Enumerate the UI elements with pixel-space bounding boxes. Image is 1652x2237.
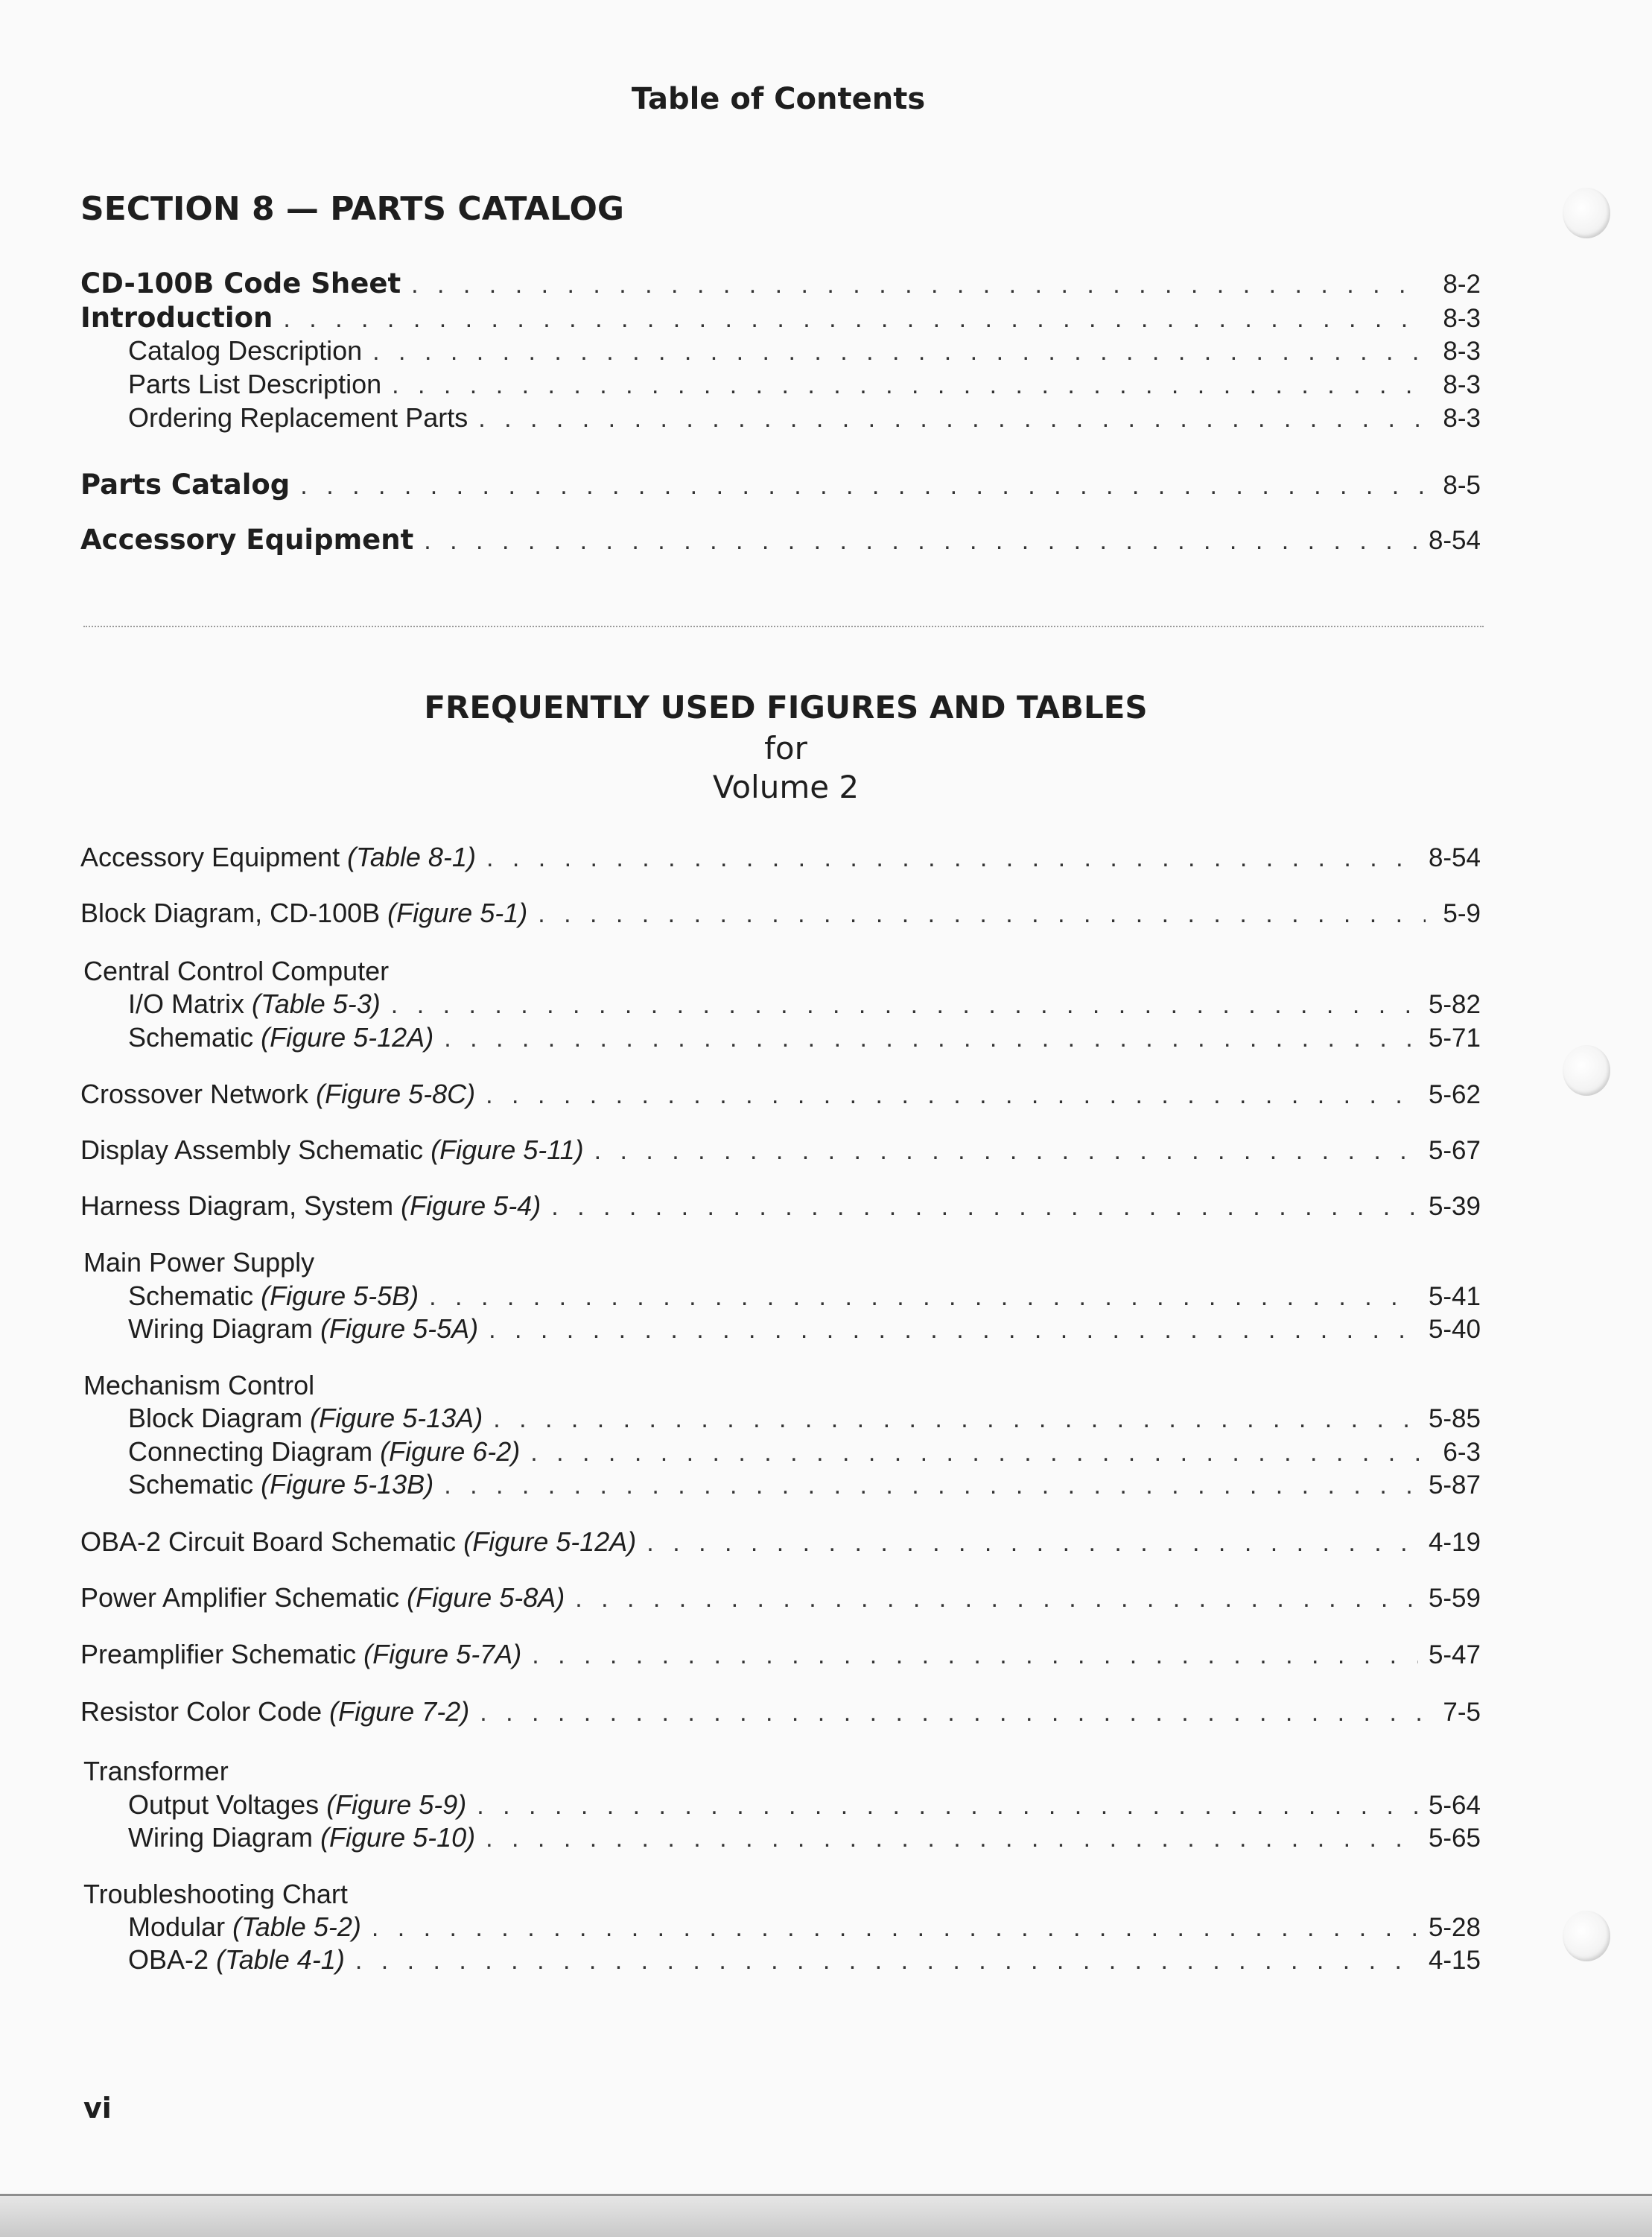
figure-entry-ref: (Figure 7-2) <box>329 1696 470 1727</box>
figure-entry[interactable] <box>80 1279 1481 1313</box>
dot-leader <box>300 469 1426 503</box>
toc-entry-parts-list-description[interactable] <box>80 367 1481 402</box>
figure-entry-label: Resistor Color Code <box>80 1696 323 1727</box>
toc-entry-label: Introduction <box>80 302 273 334</box>
figure-entry[interactable] <box>80 1821 1481 1855</box>
figure-entry-label: Wiring Diagram <box>128 1822 314 1853</box>
figure-entry[interactable] <box>80 1021 1481 1055</box>
figure-entry-page: 5-67 <box>1428 1136 1481 1165</box>
figure-entry[interactable] <box>80 1581 1481 1615</box>
dot-leader <box>424 524 1418 558</box>
dot-leader <box>532 1638 1418 1672</box>
figure-entry-page: 5-85 <box>1428 1404 1481 1433</box>
toc-entry-code-sheet[interactable] <box>80 267 1481 301</box>
figure-entry-ref: (Figure 5-13A) <box>310 1403 483 1433</box>
figure-group-label: Transformer <box>83 1756 229 1786</box>
figure-entry-label: Crossover Network <box>80 1079 309 1109</box>
toc-entry-page: 8-2 <box>1443 270 1481 299</box>
figure-entry-page: 5-87 <box>1428 1470 1481 1500</box>
figure-entry[interactable] <box>80 1910 1481 1944</box>
figure-entry-label: Wiring Diagram <box>128 1313 314 1344</box>
figure-entry-ref: (Table 4-1) <box>216 1944 345 1975</box>
toc-entry-page: 8-3 <box>1443 304 1481 333</box>
punch-hole <box>1563 1911 1610 1961</box>
dot-leader <box>480 1695 1426 1730</box>
figure-entry-ref: (Figure 5-12A) <box>463 1526 637 1557</box>
punch-hole <box>1563 1045 1610 1096</box>
figure-entry-page: 7-5 <box>1443 1698 1481 1727</box>
figure-entry-page: 5-28 <box>1428 1913 1481 1942</box>
dot-leader <box>489 1313 1418 1347</box>
figure-entry[interactable] <box>80 1435 1481 1469</box>
toc-entry-label: Ordering Replacement Parts <box>128 402 468 433</box>
figure-entry-page: 8-54 <box>1428 843 1481 872</box>
figure-entry-label: Harness Diagram, System <box>80 1190 394 1221</box>
dot-leader <box>551 1190 1418 1224</box>
toc-entry-label: Accessory Equipment <box>80 524 414 556</box>
figure-entry-page: 5-82 <box>1428 990 1481 1019</box>
toc-entry-page: 8-3 <box>1443 337 1481 366</box>
toc-entry-page: 8-54 <box>1428 526 1481 555</box>
page-number: vi <box>83 2092 112 2125</box>
figure-entry-ref: (Figure 5-7A) <box>363 1639 522 1669</box>
figure-entry-ref: (Figure 6-2) <box>380 1436 521 1467</box>
figure-entry[interactable] <box>80 1467 1481 1502</box>
section-divider <box>83 626 1484 627</box>
figure-group-label: Mechanism Control <box>83 1370 315 1400</box>
dot-leader <box>392 368 1426 402</box>
toc-entry-catalog-description[interactable] <box>80 334 1481 368</box>
section-heading: SECTION 8 — PARTS CATALOG <box>80 190 624 228</box>
figure-group-label: Main Power Supply <box>83 1247 315 1278</box>
dot-leader <box>372 334 1426 369</box>
figure-entry-page: 4-15 <box>1428 1946 1481 1975</box>
figure-entry-label: Display Assembly Schematic <box>80 1135 424 1165</box>
dot-leader <box>477 1789 1418 1823</box>
figure-entry[interactable] <box>80 987 1481 1021</box>
figure-entry-label: I/O Matrix <box>128 989 245 1019</box>
figure-entry[interactable] <box>80 840 1481 875</box>
figure-entry[interactable] <box>80 1788 1481 1822</box>
figure-entry-ref: (Table 8-1) <box>347 842 476 872</box>
toc-entry-page: 8-3 <box>1443 404 1481 433</box>
dot-leader <box>486 1821 1418 1856</box>
dot-leader <box>355 1944 1418 1978</box>
figure-entry-label: Schematic <box>128 1469 254 1500</box>
dot-leader <box>486 841 1418 875</box>
toc-entry-ordering-replacement-parts[interactable] <box>80 401 1481 435</box>
figure-entry-label: Output Voltages <box>128 1789 320 1820</box>
figure-entry-ref: (Table 5-3) <box>252 989 381 1019</box>
dot-leader <box>372 1911 1418 1945</box>
figure-entry[interactable] <box>80 1189 1481 1223</box>
figure-entry-label: Connecting Diagram <box>128 1436 373 1467</box>
figure-entry-ref: (Figure 5-8C) <box>316 1079 476 1109</box>
figure-entry-ref: (Table 5-2) <box>232 1911 361 1942</box>
figure-entry[interactable] <box>80 1695 1481 1729</box>
figure-entry[interactable] <box>80 1943 1481 1977</box>
dot-leader <box>646 1526 1418 1560</box>
figure-entry-page: 5-62 <box>1428 1080 1481 1109</box>
dot-leader <box>493 1402 1418 1436</box>
figure-entry-page: 5-47 <box>1428 1640 1481 1669</box>
dot-leader <box>594 1134 1418 1168</box>
toc-entry-label: CD-100B Code Sheet <box>80 267 401 299</box>
figure-entry-page: 4-19 <box>1428 1528 1481 1557</box>
dot-leader <box>391 988 1418 1022</box>
figure-entry-page: 5-40 <box>1428 1315 1481 1344</box>
figures-heading-volume: Volume 2 <box>712 769 860 805</box>
figure-entry-ref: (Figure 5-12A) <box>261 1022 434 1053</box>
figure-entry-label: Accessory Equipment <box>80 842 340 872</box>
figure-entry-label: Schematic <box>128 1022 254 1053</box>
dot-leader <box>283 302 1426 336</box>
figure-group-label: Central Control Computer <box>83 956 390 986</box>
toc-entry-label: Parts Catalog <box>80 469 290 501</box>
figure-entry-ref: (Figure 5-10) <box>320 1822 476 1853</box>
figure-entry[interactable] <box>80 1637 1481 1672</box>
figure-entry-label: Power Amplifier Schematic <box>80 1582 400 1613</box>
figure-entry-label: Preamplifier Schematic <box>80 1639 357 1669</box>
toc-entry-introduction[interactable] <box>80 301 1481 335</box>
figure-entry-label: Block Diagram, CD-100B <box>80 898 381 928</box>
figure-entry-page: 5-9 <box>1443 899 1481 928</box>
figures-heading: FREQUENTLY USED FIGURES AND TABLES <box>424 689 1148 726</box>
dot-leader <box>486 1078 1418 1112</box>
figure-entry-label: Schematic <box>128 1281 254 1311</box>
scan-edge <box>0 2194 1652 2237</box>
figure-entry-ref: (Figure 5-11) <box>431 1135 584 1165</box>
figure-group-label: Troubleshooting Chart <box>83 1879 348 1909</box>
figure-entry-label: OBA-2 <box>128 1944 209 1975</box>
figure-entry-page: 5-65 <box>1428 1824 1481 1853</box>
figure-entry-page: 6-3 <box>1443 1438 1481 1467</box>
toc-entry-page: 8-3 <box>1443 370 1481 399</box>
figure-entry-label: OBA-2 Circuit Board Schematic <box>80 1526 457 1557</box>
figure-entry-page: 5-59 <box>1428 1584 1481 1613</box>
punch-hole <box>1563 188 1610 238</box>
figure-entry-page: 5-64 <box>1428 1791 1481 1820</box>
dot-leader <box>429 1280 1418 1314</box>
figure-entry[interactable] <box>80 896 1481 930</box>
figure-entry[interactable] <box>80 1312 1481 1346</box>
toc-entry-accessory-equipment[interactable] <box>80 523 1481 557</box>
toc-entry-page: 8-5 <box>1443 471 1481 500</box>
dot-leader <box>411 267 1426 302</box>
figure-entry-ref: (Figure 5-5B) <box>261 1281 419 1311</box>
figure-entry-page: 5-71 <box>1428 1024 1481 1053</box>
figure-entry-ref: (Figure 5-8A) <box>407 1582 565 1613</box>
figures-heading-for: for <box>764 730 807 767</box>
dot-leader <box>530 1435 1426 1470</box>
figure-entry-ref: (Figure 5-13B) <box>261 1469 434 1500</box>
figure-entry[interactable] <box>80 1525 1481 1559</box>
toc-entry-parts-catalog[interactable] <box>80 468 1481 502</box>
toc-entry-label: Catalog Description <box>128 335 363 366</box>
figure-entry-ref: (Figure 5-1) <box>387 898 528 928</box>
figure-entry-page: 5-41 <box>1428 1282 1481 1311</box>
dot-leader <box>478 402 1426 436</box>
figure-entry-ref: (Figure 5-5A) <box>320 1313 479 1344</box>
dot-leader <box>444 1021 1418 1056</box>
figure-entry[interactable] <box>80 1133 1481 1167</box>
figure-entry-label: Modular <box>128 1911 226 1942</box>
figure-entry[interactable] <box>80 1077 1481 1111</box>
figure-entry-ref: (Figure 5-4) <box>401 1190 541 1221</box>
figure-entry-label: Block Diagram <box>128 1403 303 1433</box>
figure-entry-ref: (Figure 5-9) <box>326 1789 467 1820</box>
figure-entry-page: 5-39 <box>1428 1192 1481 1221</box>
figure-entry[interactable] <box>80 1401 1481 1435</box>
page-title: Table of Contents <box>631 82 926 116</box>
dot-leader <box>575 1581 1418 1616</box>
dot-leader <box>538 897 1426 931</box>
toc-entry-label: Parts List Description <box>128 369 382 399</box>
dot-leader <box>444 1468 1418 1503</box>
